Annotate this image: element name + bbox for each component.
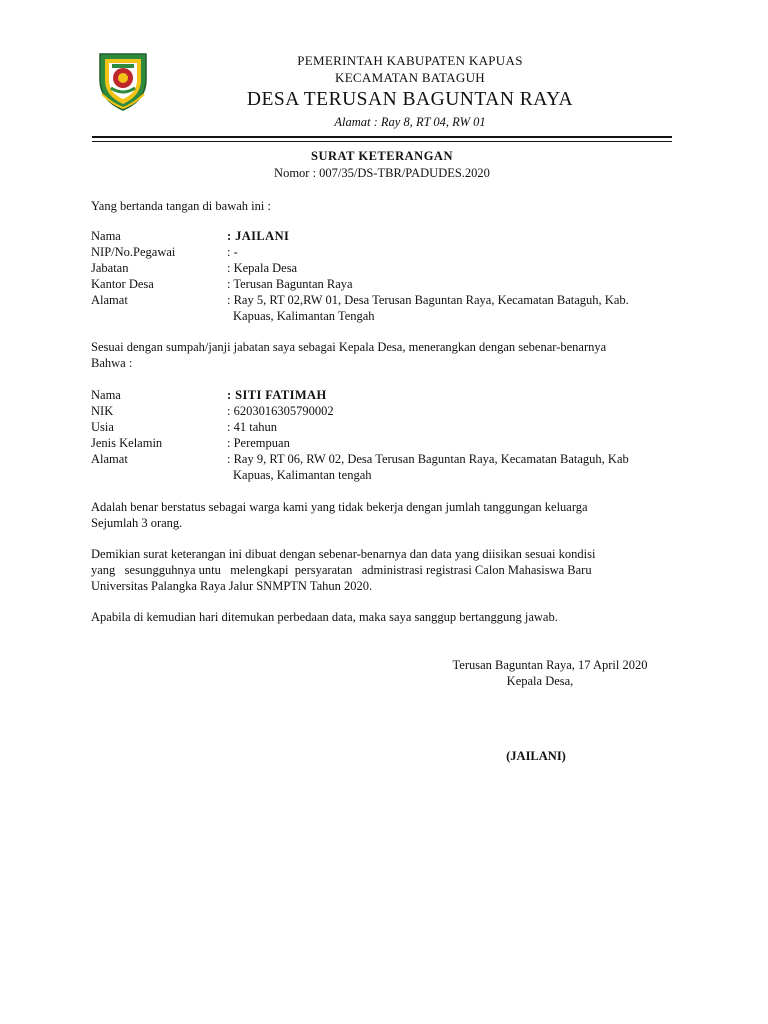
subject-row-nik bbox=[91, 403, 681, 419]
field-value: : Ray 5, RT 02,RW 01, Desa Terusan Baguntan Raya, Kecamatan Bataguh, Kab. bbox=[227, 293, 629, 307]
field-value: : Perempuan bbox=[227, 436, 290, 450]
field-label: Nama bbox=[91, 229, 121, 243]
signer-row-position bbox=[91, 260, 681, 276]
subject-row-age bbox=[91, 419, 681, 435]
signer-row-name bbox=[91, 228, 681, 244]
letterhead-government: PEMERINTAH KABUPATEN KAPUAS bbox=[297, 53, 523, 68]
body-paragraph-2-line-3: Universitas Palangka Raya Jalur SNMPTN Tahun 2020. bbox=[91, 579, 373, 593]
intro-text: Yang bertanda tangan di bawah ini : bbox=[91, 199, 271, 213]
field-value: : SITI FATIMAH bbox=[227, 388, 327, 402]
letterhead-rule-thick bbox=[92, 136, 672, 138]
field-label: Alamat bbox=[91, 452, 128, 466]
subject-row-name bbox=[91, 387, 681, 403]
letterhead-address: Alamat : Ray 8, RT 04, RW 01 bbox=[334, 115, 486, 129]
body-paragraph-2-line-2: yang sesungguhnya untu melengkapi persyaratan administrasi registrasi Calon Mahasiswa Baru bbox=[91, 563, 592, 577]
signer-address-continuation: Kapuas, Kalimantan Tengah bbox=[233, 309, 375, 323]
field-value: : - bbox=[227, 245, 238, 259]
field-value: : Terusan Baguntan Raya bbox=[227, 277, 353, 291]
signature-place-date: Terusan Baguntan Raya, 17 April 2020 bbox=[452, 658, 648, 672]
body-paragraph-3: Apabila di kemudian hari ditemukan perbedaan data, maka saya sanggup bertanggung jawab. bbox=[91, 610, 558, 624]
field-label: Alamat bbox=[91, 293, 128, 307]
field-value: : JAILANI bbox=[227, 229, 290, 243]
field-label: NIP/No.Pegawai bbox=[91, 245, 176, 259]
body-paragraph-2-line-1: Demikian surat keterangan ini dibuat dengan sebenar-benarnya dan data yang diisikan sesuai kondisi bbox=[91, 547, 596, 561]
letterhead-district: KECAMATAN BATAGUH bbox=[335, 70, 485, 85]
body-paragraph-1-line-2: Sejumlah 3 orang. bbox=[91, 516, 183, 530]
signer-row-office bbox=[91, 276, 681, 292]
document-number: Nomor : 007/35/DS-TBR/PADUDES.2020 bbox=[274, 166, 490, 180]
subject-row-address bbox=[91, 451, 681, 467]
field-label: Jenis Kelamin bbox=[91, 436, 163, 450]
field-label: Usia bbox=[91, 420, 114, 434]
statement-line-1: Sesuai dengan sumpah/janji jabatan saya sebagai Kepala Desa, menerangkan dengan sebenar-benarnya bbox=[91, 340, 607, 354]
field-value: : 41 tahun bbox=[227, 420, 277, 434]
field-label: Kantor Desa bbox=[91, 277, 154, 291]
subject-row-gender bbox=[91, 435, 681, 451]
signer-row-address bbox=[91, 292, 681, 308]
field-label: Nama bbox=[91, 388, 121, 402]
body-paragraph-1-line-1: Adalah benar berstatus sebagai warga kami yang tidak bekerja dengan jumlah tanggungan keluarga bbox=[91, 500, 588, 514]
document-title: SURAT KETERANGAN bbox=[311, 149, 453, 163]
field-value: : Kepala Desa bbox=[227, 261, 298, 275]
field-value: : 6203016305790002 bbox=[227, 404, 334, 418]
letterhead-village: DESA TERUSAN BAGUNTAN RAYA bbox=[246, 89, 574, 110]
signature-name: (JAILANI) bbox=[506, 749, 566, 763]
subject-address-continuation: Kapuas, Kalimantan tengah bbox=[233, 468, 372, 482]
regency-shield-emblem-icon bbox=[92, 50, 154, 112]
statement-line-2: Bahwa : bbox=[91, 356, 133, 370]
field-label: Jabatan bbox=[91, 261, 129, 275]
letterhead-rule-thin bbox=[92, 141, 672, 142]
signer-row-nip bbox=[91, 244, 681, 260]
signature-position: Kepala Desa, bbox=[506, 674, 574, 688]
field-value: : Ray 9, RT 06, RW 02, Desa Terusan Baguntan Raya, Kecamatan Bataguh, Kab bbox=[227, 452, 629, 466]
field-label: NIK bbox=[91, 404, 114, 418]
